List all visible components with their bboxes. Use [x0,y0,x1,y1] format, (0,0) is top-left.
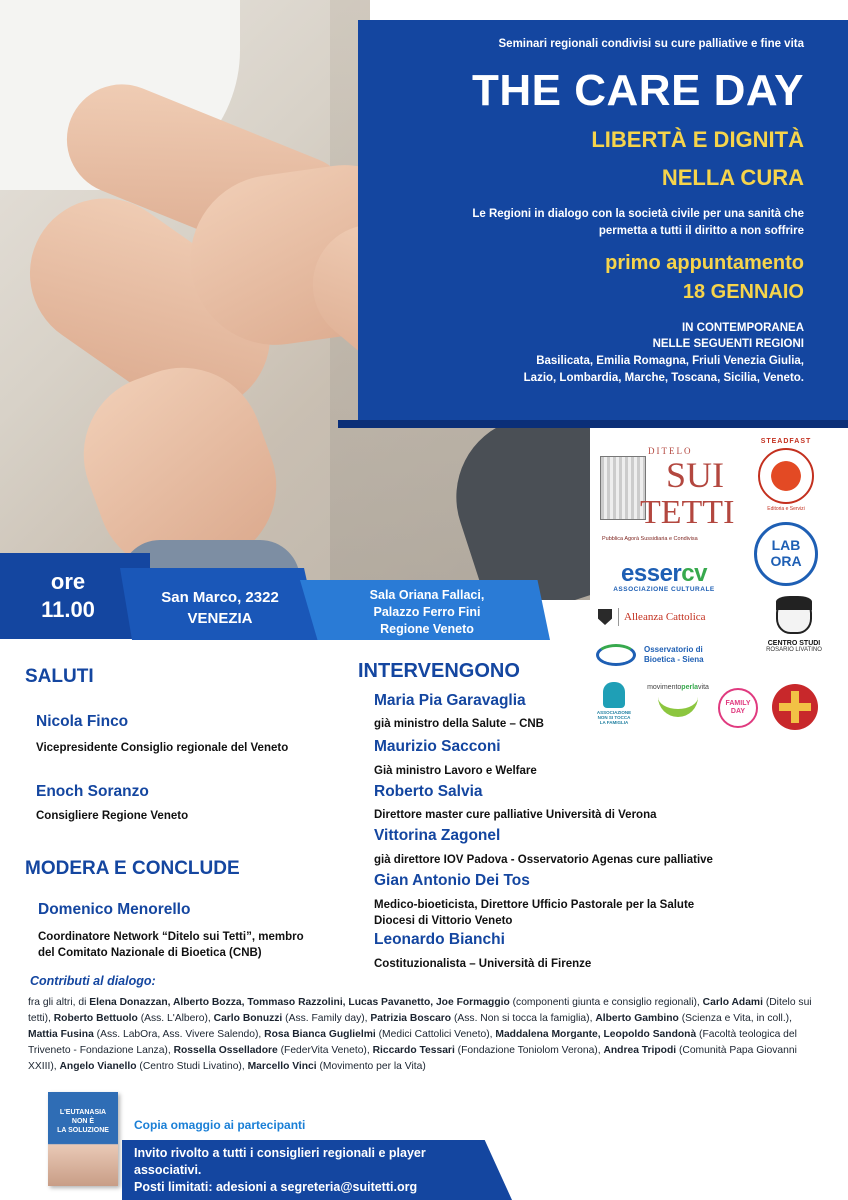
event-address [135,587,305,629]
speaker-name: Leonardo Bianchi [374,931,505,948]
logo-text [592,710,636,725]
regions-list: Basilicata, Emilia Romagna, Friuli Venezia Giulia, Lazio, Lombardia, Marche, Toscana, Sicilia, Veneto. [523,355,804,384]
logo-text: FAMILY [725,700,751,707]
header-subtitle: Seminari regionali condivisi su cure palliative e fine vita [498,38,804,50]
logo-text: ORA [770,553,802,569]
swoosh-icon [596,644,636,666]
saluti-role: Consigliere Regione Veneto [36,810,189,822]
contributor-affiliation: (Facoltà teologica del Triveneto - Fondazione Lanza), [28,1029,797,1056]
speaker-name: Roberto Salvia [374,783,483,800]
saluti-heading: SALUTI [25,666,94,687]
logo-text: esser [621,560,682,587]
speaker-role [374,897,694,929]
logo-text: Alleanza Cattolica [624,611,706,623]
family-day-logo [718,688,758,728]
address-line-2: VENEZIA [187,610,253,627]
book-title-line: L'EUTANASIA [59,1109,107,1116]
logo-text: STEADFAST [760,438,812,445]
speaker-name: Maria Pia Garavaglia [374,692,526,709]
family-icon [603,682,625,708]
logo-text [644,645,704,665]
contributor-name: Rosa Bianca Guglielmi [264,1029,376,1040]
logo-text: movimento [647,684,682,691]
contributor-affiliation: (Ass. Family day), [282,1013,371,1024]
event-title: THE CARE DAY [472,66,804,115]
sponsor-logos [590,436,848,736]
invite-text [134,1145,494,1196]
venue-line-1: Sala Oriana Fallaci, [369,588,485,602]
speaker-role-line: Medico-bioeticista, Direttore Ufficio Pastorale per la Salute [374,899,695,911]
moderator-name: Domenico Menorello [38,901,191,918]
saluti-name: Nicola Finco [36,713,129,730]
v-shape-icon [658,695,698,717]
contributor-affiliation: (Ass. Non si tocca la famiglia), [451,1013,596,1024]
intervengono-heading: INTERVENGONO [358,660,520,682]
logo-text: Pubblica Agorà Sussidiaria e Condivisa [602,536,698,542]
contributor-name: Marcello Vinci [247,1061,317,1072]
contributor-name: Patrizia Boscaro [370,1013,452,1024]
logo-text: NON SI TOCCA [597,715,631,720]
moderator-role-line: Coordinatore Network “Ditelo sui Tetti”, membro [38,931,304,943]
contributor-name: Roberto Bettuolo [53,1013,138,1024]
venue-line-3: Regione Veneto [380,622,474,636]
alleanza-cattolica-logo [598,608,728,626]
saluti-role: Vicepresidente Consiglio regionale del Veneto [36,742,289,754]
moderator-role [38,929,358,961]
tagline-line-2: NELLA CURA [661,165,804,190]
contributor-name: Angelo Vianello [59,1061,137,1072]
divider [618,608,619,626]
contributor-affiliation: (FederVita Veneto), [277,1045,373,1056]
contributor-affiliation: (componenti giunta e consiglio regionali), [509,997,703,1008]
logo-text: DITELO [648,446,693,456]
invite-line: associativi. [134,1163,202,1177]
contributor-name: Rossella Osselladore [173,1045,278,1056]
movimento-per-la-vita-logo [642,684,714,732]
contributi-heading: Contributi al dialogo: [30,974,156,988]
logo-text: Osservatorio di [644,645,703,654]
labora-logo [754,522,818,586]
tagline-line-1: LIBERTÀ E DIGNITÀ [591,127,804,152]
panel-stripe [338,420,848,428]
contributor-affiliation: (Scienza e Vita, in coll.), [678,1013,792,1024]
logo-text: CENTRO STUDI [767,640,821,647]
appointment-date: 18 GENNAIO [682,281,804,303]
speaker-name: Vittorina Zagonel [374,827,501,844]
concurrent-line-2: NELLE SEGUENTI REGIONI [652,338,804,350]
contributor-affiliation: (Comunità Papa Giovanni XXIII), [28,1045,797,1072]
speaker-role: Direttore master cure palliative Università di Verona [374,809,657,821]
contributor-affiliation: (Ass. L'Albero), [137,1013,214,1024]
logo-text: ASSOCIAZIONE [596,710,632,715]
logo-text: vita [698,684,709,691]
ditelo-sui-tetti-logo [600,446,735,546]
venue-line-2: Palazzo Ferro Fini [373,605,481,619]
speaker-role: Costituzionalista – Università di Firenze [374,958,592,970]
contributor-affiliation: (Ditelo sui tetti), [28,997,812,1024]
lion-icon [758,448,814,504]
address-line-1: San Marco, 2322 [161,589,279,606]
concurrent-note [504,320,804,352]
logo-text [604,560,724,588]
logo-text: TETTI [640,494,735,531]
modera-heading: MODERA E CONCLUDE [25,858,240,879]
invite-line: Invito rivolto a tutti i consiglieri regionali e player [134,1146,426,1160]
moderator-role-line: del Comitato Nazionale di Bioetica (CNB) [38,947,262,959]
contributor-name: Elena Donazzan, Alberto Bozza, Tommaso Razzolini, Lucas Pavanetto, Joe Formaggio [89,997,510,1008]
time-label: ore [50,569,86,594]
copy-note: Copia omaggio ai partecipanti [134,1118,306,1132]
saluti-name: Enoch Soranzo [36,783,149,800]
contributor-name: Andrea Tripodi [603,1045,677,1056]
logo-text: Editoria e Servizi [767,506,805,512]
book-title-line: LA SOLUZIONE [57,1127,109,1134]
logo-text: LA FAMIGLIA [599,720,629,725]
header-description: Le Regioni in dialogo con la società civile per una sanità che permetta a tutti il diritto a non soffrire [472,208,804,237]
book-title-line: NON È [71,1118,95,1125]
contributor-affiliation: fra gli altri, di [28,997,90,1008]
speaker-name: Maurizio Sacconi [374,738,501,755]
logo-text [642,684,714,691]
speaker-role: già direttore IOV Padova - Osservatorio Agenas cure palliative [374,854,713,866]
book-cover [48,1092,118,1186]
osservatorio-bioetica-logo [596,642,726,668]
contributor-affiliation: (Medici Cattolici Veneto), [375,1029,496,1040]
speaker-role: Già ministro Lavoro e Welfare [374,765,537,777]
panel-top-gap [370,0,848,20]
contributor-name: Maddalena Morgante, Leopoldo Sandonà [495,1029,697,1040]
contributi-text [28,995,824,1075]
logo-text: cv [681,560,707,587]
speaker-role: già ministro della Salute – CNB [374,718,544,730]
contributor-name: Mattia Fusina [28,1029,94,1040]
logo-text: ROSARIO LIVATINO [766,647,822,653]
appointment-label: primo appuntamento [605,252,804,274]
speaker-name: Gian Antonio Dei Tos [374,872,530,889]
shield-icon [598,609,612,625]
logo-text: ASSOCIAZIONE CULTURALE [613,586,715,593]
steadfast-logo [756,438,816,512]
event-time [18,568,118,624]
contributor-affiliation: (Fondazione Toniolom Verona), [454,1045,604,1056]
time-value: 11.00 [41,597,95,622]
concurrent-line-1: IN CONTEMPORANEA [681,322,804,334]
contributor-name: Alberto Gambino [595,1013,679,1024]
red-cross-logo [772,684,818,730]
contributor-name: Carlo Bonuzzi [213,1013,283,1024]
centro-studi-livatino-logo [758,596,830,666]
logo-text: LAB [771,537,801,553]
speaker-role-line: Diocesi di Vittorio Veneto [374,915,513,927]
logo-text: Bioetica - Siena [644,655,704,664]
portrait-icon [776,596,812,634]
contributor-name: Carlo Adami [702,997,763,1008]
logo-text: DAY [730,708,746,715]
essercv-logo [604,560,724,593]
logo-text: SUI [666,455,725,495]
invite-line: Posti limitati: adesioni a segreteria@suitetti.org [134,1180,418,1194]
contributor-affiliation: (Ass. LabOra, Ass. Vivere Salendo), [93,1029,265,1040]
event-venue [322,587,532,638]
contributor-affiliation: (Movimento per la Vita) [316,1061,426,1072]
contributor-name: Riccardo Tessari [372,1045,455,1056]
non-si-tocca-la-famiglia-logo [592,682,636,736]
logo-text: perla [681,684,699,691]
contributor-affiliation: (Centro Studi Livatino), [136,1061,248,1072]
